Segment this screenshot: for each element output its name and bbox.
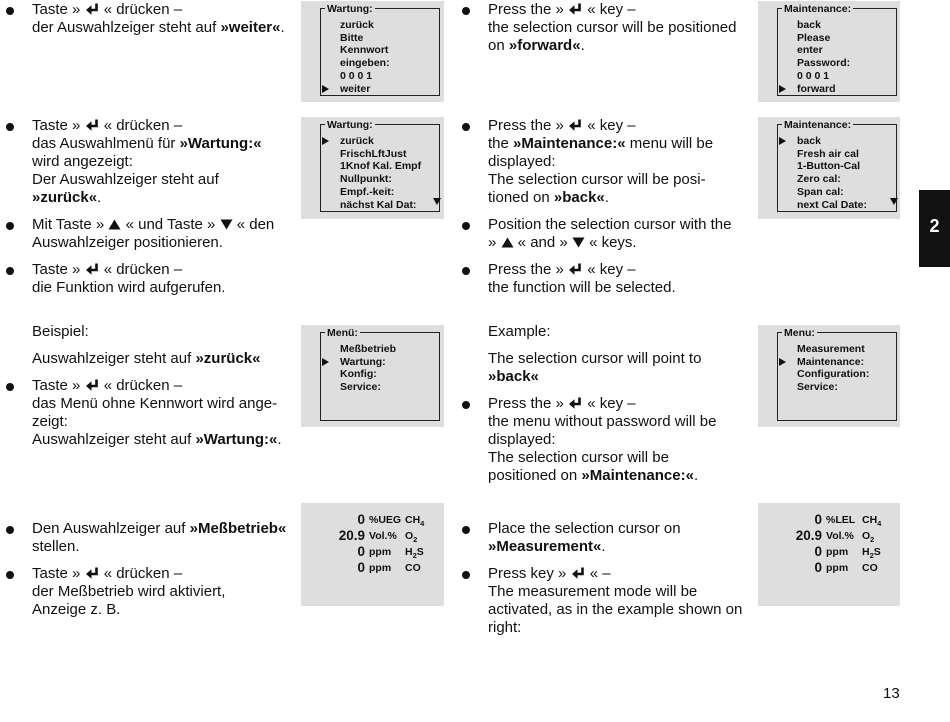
text-segment: Taste » xyxy=(32,1,85,18)
text-line xyxy=(488,467,698,485)
gas-formula-base: O xyxy=(405,530,414,542)
text-segment: The selection cursor will be xyxy=(488,449,669,466)
text-segment: Auswahlzeiger steht auf xyxy=(32,431,196,448)
screen-menu-item: Nullpunkt: xyxy=(340,173,392,186)
text-line xyxy=(32,189,101,207)
screen-menu-item: Meßbetrieb xyxy=(340,343,397,355)
screen-menu-list xyxy=(797,343,869,394)
text-line xyxy=(32,601,120,619)
bold-term: »forward« xyxy=(508,37,581,54)
text-line xyxy=(32,431,282,449)
gas-formula-tail: S xyxy=(873,546,881,558)
text-line xyxy=(488,135,713,153)
measurement-unit: Vol.% xyxy=(369,530,397,542)
screen-menu-item: next Cal Date: xyxy=(797,198,868,211)
text-segment: der Meßbetrieb wird aktiviert, xyxy=(32,583,226,600)
measurement-row xyxy=(758,512,900,528)
up-triangle-icon xyxy=(501,237,514,248)
text-segment: das Auswahlmenü für xyxy=(32,135,180,152)
screen-menu-item: 1-Button-Cal xyxy=(797,160,860,173)
screen-menu-item: zurück xyxy=(340,19,374,31)
screen-title: Wartung: xyxy=(327,3,373,15)
text-line xyxy=(488,171,706,189)
measurement-unit: Vol.% xyxy=(826,530,854,542)
text-line xyxy=(488,520,681,538)
measurement-value: 0 xyxy=(814,512,822,527)
screen-menu-item: Service: xyxy=(340,381,381,394)
selection-cursor-icon xyxy=(322,85,329,93)
screen-menu-item: FrischLftJust xyxy=(340,147,407,160)
text-segment: « and » xyxy=(513,234,572,251)
text-segment: Taste » xyxy=(32,377,85,394)
text-segment: das Menü ohne Kennwort wird ange- xyxy=(32,395,278,412)
s4-en-measurement-display xyxy=(758,503,900,606)
gas-formula xyxy=(862,562,878,574)
text-line xyxy=(32,323,89,341)
screen-menu-item: Span cal: xyxy=(797,185,844,198)
text-segment: » xyxy=(488,234,501,251)
measurement-row xyxy=(758,528,900,544)
text-line xyxy=(32,413,68,431)
text-segment: « key – xyxy=(583,261,636,278)
bold-term: »Measurement« xyxy=(488,538,602,555)
measurement-value: 0 xyxy=(357,544,365,559)
selection-cursor-icon xyxy=(779,85,786,93)
s3-de-menu-screen xyxy=(320,327,440,421)
scroll-down-arrow-icon xyxy=(890,198,898,205)
text-segment: « drücken – xyxy=(99,117,183,134)
text-line xyxy=(488,153,556,171)
bold-term: »Maintenance:« xyxy=(581,467,694,484)
measurement-value: 0 xyxy=(814,544,822,559)
screen-menu-item: Wartung: xyxy=(340,355,386,368)
text-line xyxy=(488,538,606,556)
text-segment: « drücken – xyxy=(99,377,183,394)
text-line xyxy=(32,153,133,171)
text-line xyxy=(32,117,182,135)
bold-term: »back« xyxy=(553,189,605,206)
screen-menu-item: 1Knof Kal. Empf xyxy=(340,160,422,173)
enter-key-icon xyxy=(571,566,586,580)
text-segment: Der Auswahlzeiger steht auf xyxy=(32,171,219,188)
screen-title: Wartung: xyxy=(327,119,373,131)
up-triangle-icon xyxy=(108,219,121,230)
text-line xyxy=(488,323,551,341)
text-segment: « – xyxy=(585,565,611,582)
enter-key-icon xyxy=(85,262,100,276)
text-line xyxy=(32,565,182,583)
selection-cursor-icon xyxy=(779,358,786,366)
text-line xyxy=(32,377,182,395)
bold-term: »zurück« xyxy=(195,350,261,367)
bullet-dot xyxy=(6,123,14,131)
text-segment: zeigt: xyxy=(32,413,68,430)
text-line xyxy=(488,601,742,619)
screen-title: Maintenance: xyxy=(784,3,852,15)
text-segment: Auswahlzeiger positionieren. xyxy=(32,234,223,251)
text-line xyxy=(32,520,286,538)
text-line xyxy=(32,19,285,37)
text-segment: The selection cursor will point to xyxy=(488,350,702,367)
bullet-dot xyxy=(6,526,14,534)
bold-term: »zurück« xyxy=(32,189,98,206)
s3-en-display-panel xyxy=(758,325,900,427)
s1-en-menu-screen xyxy=(777,3,897,96)
enter-key-icon xyxy=(85,378,100,392)
text-line xyxy=(32,538,80,556)
text-segment: Press the » xyxy=(488,395,569,412)
screen-menu-item: 0 0 0 1 xyxy=(340,69,373,82)
screen-menu-item: Zero cal: xyxy=(797,173,841,186)
text-segment: . xyxy=(604,189,609,206)
text-segment: the xyxy=(488,135,514,152)
measurement-value: 0 xyxy=(357,512,365,527)
text-segment: Press the » xyxy=(488,261,569,278)
text-segment: Taste » xyxy=(32,117,85,134)
gas-formula-subscript: 2 xyxy=(870,535,875,545)
text-segment: « drücken – xyxy=(99,565,183,582)
enter-key-icon xyxy=(568,118,583,132)
text-segment: Position the selection cursor with the xyxy=(488,216,732,233)
text-segment: « drücken – xyxy=(99,1,183,18)
text-line xyxy=(488,117,636,135)
text-segment: right: xyxy=(488,619,522,636)
gas-formula-base: H xyxy=(862,546,870,558)
s4-de-measurement-display xyxy=(301,503,444,606)
screen-menu-item: zurück xyxy=(340,135,374,147)
text-segment: positioned on xyxy=(488,467,582,484)
enter-key-icon xyxy=(85,118,100,132)
screen-menu-list xyxy=(797,135,867,211)
screen-menu-item: back xyxy=(797,135,821,147)
text-segment: Anzeige z. B. xyxy=(32,601,121,618)
measurement-row xyxy=(301,528,443,544)
text-line xyxy=(488,189,609,207)
screen-menu-item: nächst Kal Dat: xyxy=(340,198,417,211)
gas-formula-base: H xyxy=(405,546,413,558)
text-segment: displayed: xyxy=(488,153,556,170)
s2-de-menu-screen xyxy=(320,119,440,212)
text-segment: Taste » xyxy=(32,261,85,278)
s3-de-display-panel xyxy=(301,325,444,427)
screen-menu-item: Bitte xyxy=(340,31,364,44)
gas-formula-subscript: 2 xyxy=(869,551,874,561)
screen-menu-item: Configuration: xyxy=(797,368,870,381)
text-segment: « key – xyxy=(583,1,636,18)
screen-menu-item: eingeben: xyxy=(340,57,390,70)
bullet-dot xyxy=(462,7,470,15)
measurement-row xyxy=(301,560,443,576)
screen-menu-item: Kennwort xyxy=(340,44,389,57)
screen-menu-item: Konfig: xyxy=(340,368,377,381)
text-segment: Den Auswahlzeiger auf xyxy=(32,520,190,537)
text-segment: the selection cursor will be positioned xyxy=(488,19,737,36)
down-triangle-icon xyxy=(220,219,233,230)
text-line xyxy=(32,395,277,413)
measurement-row xyxy=(758,560,900,576)
text-segment: . xyxy=(693,467,699,484)
gas-formula-base: CO xyxy=(862,562,878,574)
text-line xyxy=(488,619,521,637)
measurement-unit: %LEL xyxy=(826,514,856,526)
selection-cursor-icon xyxy=(322,358,329,366)
bold-term: »weiter« xyxy=(220,19,281,36)
bullet-dot xyxy=(6,222,14,230)
bullet-dot xyxy=(462,571,470,579)
text-segment: « key – xyxy=(583,395,636,412)
bullet-dot xyxy=(462,123,470,131)
bold-term: »Wartung:« xyxy=(195,431,278,448)
down-triangle-icon xyxy=(572,237,585,248)
s3-en-menu-screen xyxy=(777,327,897,421)
text-segment: on xyxy=(488,37,509,54)
text-segment: « key – xyxy=(583,117,636,134)
text-segment: der Auswahlzeiger steht auf xyxy=(32,19,221,36)
bold-term: »back« xyxy=(488,368,539,385)
bullet-dot xyxy=(462,401,470,409)
text-segment: « drücken – xyxy=(99,261,183,278)
measurement-value: 20.9 xyxy=(795,528,822,543)
text-line xyxy=(488,449,669,467)
bullet-dot xyxy=(6,383,14,391)
text-segment: the menu without password will be xyxy=(488,413,717,430)
text-segment: Press key » xyxy=(488,565,571,582)
text-segment: menu will be xyxy=(625,135,714,152)
measurement-row xyxy=(301,544,443,560)
text-segment: Example: xyxy=(488,323,551,340)
measurement-row xyxy=(301,512,443,528)
screen-menu-item: Measurement xyxy=(797,343,865,355)
screen-menu-list xyxy=(340,19,390,95)
gas-formula xyxy=(405,562,421,574)
screen-menu-item: Service: xyxy=(797,381,838,394)
bullet-dot xyxy=(462,526,470,534)
s1-de-menu-screen xyxy=(320,3,440,96)
text-segment: stellen. xyxy=(32,538,80,555)
measurement-unit: ppm xyxy=(826,562,849,574)
measurement-unit: ppm xyxy=(826,546,849,558)
text-line xyxy=(488,350,701,368)
selection-cursor-icon xyxy=(322,137,329,145)
bold-term: »Maintenance:« xyxy=(513,135,626,152)
text-line xyxy=(488,19,736,37)
enter-key-icon xyxy=(568,2,583,16)
s1-de-display-panel xyxy=(301,1,444,102)
text-line xyxy=(32,279,225,297)
text-segment: displayed: xyxy=(488,431,556,448)
text-line xyxy=(488,261,636,279)
text-segment: activated, as in the example shown on xyxy=(488,601,743,618)
text-segment: The selection cursor will be posi- xyxy=(488,171,706,188)
bullet-dot xyxy=(6,7,14,15)
measurement-unit: %UEG xyxy=(369,514,402,526)
screen-menu-item: Empf.-keit: xyxy=(340,185,395,198)
page-number: 13 xyxy=(883,685,900,702)
enter-key-icon xyxy=(85,566,100,580)
measurement-row xyxy=(758,544,900,560)
text-line xyxy=(32,135,262,153)
text-line xyxy=(488,583,697,601)
screen-title: Maintenance: xyxy=(784,119,852,131)
text-segment: Press the » xyxy=(488,1,569,18)
screen-menu-item: weiter xyxy=(340,82,371,95)
scroll-down-arrow-icon xyxy=(433,198,441,205)
bold-term: »Wartung:« xyxy=(179,135,262,152)
enter-key-icon xyxy=(568,262,583,276)
measurement-value: 0 xyxy=(814,560,822,575)
screen-menu-item: back xyxy=(797,19,821,31)
screen-menu-list xyxy=(797,19,850,95)
text-segment: Press the » xyxy=(488,117,569,134)
screen-menu-item: Please xyxy=(797,31,831,44)
bold-term: »Meßbetrieb« xyxy=(189,520,287,537)
gas-formula-base: CH xyxy=(405,514,421,526)
text-segment: Beispiel: xyxy=(32,323,89,340)
s2-en-display-panel xyxy=(758,117,900,219)
text-segment: . xyxy=(97,189,102,206)
text-segment: « und Taste » xyxy=(121,216,220,233)
text-line xyxy=(488,413,716,431)
text-segment: . xyxy=(277,431,282,448)
screen-menu-item: Password: xyxy=(797,57,851,70)
text-line xyxy=(32,216,274,234)
text-line xyxy=(488,395,636,413)
gas-formula-subscript: 2 xyxy=(412,551,417,561)
chapter-tab-number: 2 xyxy=(929,216,940,236)
s2-de-display-panel xyxy=(301,117,444,219)
text-segment: the function will be selected. xyxy=(488,279,676,296)
screen-menu-list xyxy=(340,343,396,394)
bullet-dot xyxy=(462,222,470,230)
gas-formula-base: O xyxy=(862,530,871,542)
text-segment: « keys. xyxy=(584,234,637,251)
text-segment: « den xyxy=(232,216,275,233)
screen-menu-list xyxy=(340,135,421,211)
text-line xyxy=(488,234,637,252)
gas-formula-base: CO xyxy=(405,562,421,574)
text-line xyxy=(32,261,182,279)
text-line xyxy=(488,216,731,234)
screen-title: Menu: xyxy=(784,327,815,339)
chapter-tab xyxy=(919,190,950,267)
text-segment: Mit Taste » xyxy=(32,216,109,233)
text-line xyxy=(32,171,219,189)
screen-menu-item: forward xyxy=(797,82,836,95)
measurement-value: 20.9 xyxy=(338,528,365,543)
enter-key-icon xyxy=(568,396,583,410)
text-segment: Place the selection cursor on xyxy=(488,520,681,537)
text-line xyxy=(32,350,260,368)
text-segment: . xyxy=(580,37,585,54)
measurement-unit: ppm xyxy=(369,562,392,574)
text-line xyxy=(488,431,556,449)
text-segment: die Funktion wird aufgerufen. xyxy=(32,279,226,296)
screen-menu-item: 0 0 0 1 xyxy=(797,69,830,82)
screen-menu-item: Maintenance: xyxy=(797,355,865,368)
text-segment: The measurement mode will be xyxy=(488,583,698,600)
bullet-dot xyxy=(6,571,14,579)
gas-formula-subscript: 2 xyxy=(413,535,418,545)
text-line xyxy=(32,583,225,601)
gas-formula-base: CH xyxy=(862,514,878,526)
text-line xyxy=(488,37,585,55)
text-segment: tioned on xyxy=(488,189,554,206)
gas-formula-subscript: 4 xyxy=(420,519,425,529)
measurement-value: 0 xyxy=(357,560,365,575)
text-line xyxy=(488,279,676,297)
text-segment: . xyxy=(280,19,285,36)
s1-en-display-panel xyxy=(758,1,900,102)
text-segment: Auswahlzeiger steht auf xyxy=(32,350,196,367)
measurement-unit: ppm xyxy=(369,546,392,558)
text-line xyxy=(32,234,223,252)
text-segment: wird angezeigt: xyxy=(32,153,133,170)
gas-formula-subscript: 4 xyxy=(877,519,882,529)
text-line xyxy=(488,368,539,386)
text-line xyxy=(488,565,611,583)
screen-menu-item: enter xyxy=(797,44,823,57)
s2-en-menu-screen xyxy=(777,119,897,212)
text-segment: Taste » xyxy=(32,565,85,582)
selection-cursor-icon xyxy=(779,137,786,145)
text-line xyxy=(488,1,636,19)
gas-formula-tail: S xyxy=(416,546,424,558)
screen-menu-item: Fresh air cal xyxy=(797,147,859,160)
text-line xyxy=(32,1,182,19)
text-segment: . xyxy=(601,538,606,555)
bullet-dot xyxy=(462,267,470,275)
bullet-dot xyxy=(6,267,14,275)
screen-title: Menü: xyxy=(327,327,358,339)
enter-key-icon xyxy=(85,2,100,16)
